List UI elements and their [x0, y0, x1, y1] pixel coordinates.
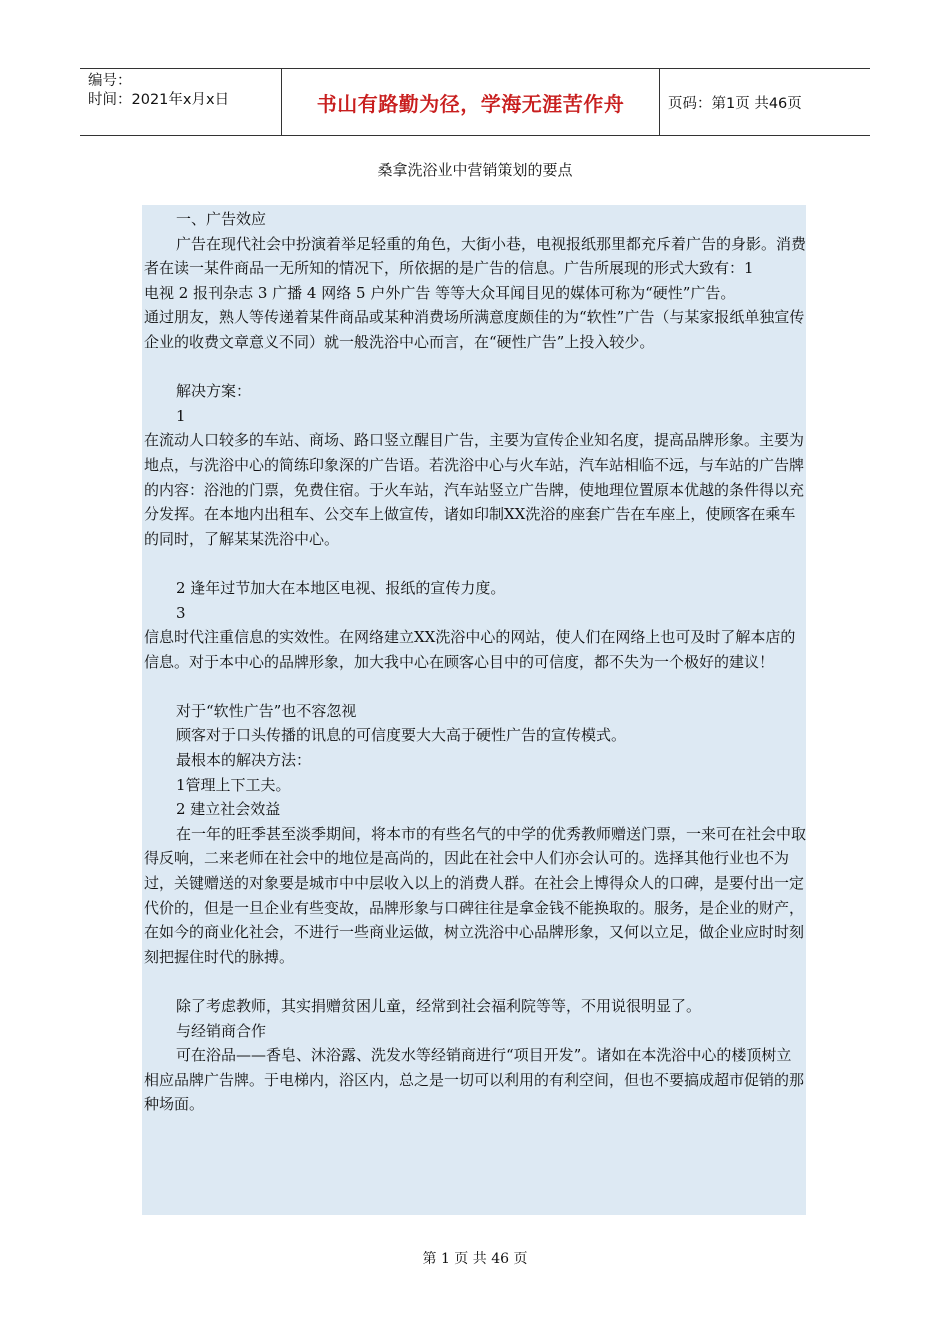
paragraph: 对于“软性广告”也不容忽视	[176, 701, 357, 720]
paragraph: 在一年的旺季甚至淡季期间，将本市的有些名气的中学的优秀教师赠送门票，一来可在社会中取得反响，二来老师在社会中的地位是高尚的，因此在社会中人们亦会认可的。选择其他行业也不为过，关键赠送的对象要是城市中中层收入以上的消费人群。在社会上博得众人的口碑，是要付出一定代价的，但是一旦企业有些变故，品牌形象与口碑往往是拿金钱不能换取的。服务，是企业的财产，在如今的商业化社会，不进行一些商业运做，树立洗浴中心品牌形象，又何以立足，做企业应时时刻刻把握住时代的脉搏。	[144, 824, 807, 966]
page-footer: 第 1 页 共 46 页	[422, 1251, 528, 1267]
paragraph: 2 建立社会效益	[176, 800, 281, 819]
paragraph: 顾客对于口头传播的讯息的可信度要大大高于硬性广告的宣传模式。	[176, 726, 627, 745]
list-number: 1	[176, 406, 186, 425]
header-table	[80, 68, 870, 136]
paragraph: 信息时代注重信息的实效性。在网络建立XX洗浴中心的网站，使人们在网络上也可及时了解本店的信息。对于本中心的品牌形象，加大我中心在顾客心目中的可信度，都不失为一个极好的建议！	[144, 628, 796, 671]
document-body	[142, 205, 806, 1215]
document-number-label: 编号：	[88, 73, 132, 89]
document-date-label: 时间：2021年x月x日	[88, 92, 230, 108]
header-info-cell	[80, 69, 282, 135]
paragraph-gap	[144, 969, 806, 994]
paragraph-gap	[144, 355, 806, 380]
paragraph: 与经销商合作	[176, 1021, 267, 1040]
paragraph-gap	[144, 674, 806, 699]
paragraph: 1管理上下工夫。	[176, 775, 291, 794]
paragraph: 可在浴品——香皂、沐浴露、洗发水等经销商进行“项目开发”。诸如在本洗浴中心的楼顶树立相应品牌广告牌。于电梯内，浴区内，总之是一切可以利用的有利空间，但也不要搞成超市促销的那种场面。	[144, 1046, 805, 1114]
header-page-cell	[660, 69, 870, 135]
header-page-label: 页码：第1页 共46页	[668, 95, 802, 112]
paragraph: 广告在现代社会中扮演着举足轻重的角色，大街小巷，电视报纸那里都充斥着广告的身影。消费者在读一某件商品一无所知的情况下，所依据的是广告的信息。广告所展现的形式大致有：1	[144, 234, 807, 278]
paragraph-gap	[144, 551, 806, 576]
document-title: 桑拿洗浴业中营销策划的要点	[377, 161, 573, 179]
paragraph: 在流动人口较多的车站、商场、路口竖立醒目广告，主要为宣传企业知名度，提高品牌形象。主要为地点，与洗浴中心的简练印象深的广告语。若洗浴中心与火车站，汽车站相临不远，与车站的广告牌的内容：浴池的门票，免费住宿。于火车站，汽车站竖立广告牌，使地理位置原本优越的条件得以充分发挥。在本地内出租车、公交车上做宣传，诸如印制XX洗浴的座套广告在车座上，使顾客在乘车的同时，了解某某洗浴中心。	[144, 431, 805, 548]
paragraph: 除了考虑教师，其实捐赠贫困儿童，经常到社会福利院等等，不用说很明显了。	[176, 997, 702, 1015]
list-number: 3	[176, 603, 186, 622]
header-motto-cell	[282, 69, 660, 135]
paragraph: 2 逢年过节加大在本地区电视、报纸的宣传力度。	[176, 578, 506, 597]
header-motto: 书山有路勤为径，学海无涯苦作舟	[316, 91, 625, 116]
paragraph: 解决方案：	[176, 382, 252, 401]
paragraph: 电视 2 报刊杂志 3 广播 4 网络 5 户外广告 等等大众耳闻目见的媒体可称为“硬性”广告。	[144, 283, 736, 302]
section-heading: 一、广告效应	[176, 210, 267, 228]
paragraph: 最根本的解决方法：	[176, 751, 312, 770]
paragraph: 通过朋友，熟人等传递着某件商品或某种消费场所满意度颇佳的为“软性”广告（与某家报纸单独宣传企业的收费文章意义不同）就一般洗浴中心而言，在“硬性广告”上投入较少。	[144, 308, 805, 351]
